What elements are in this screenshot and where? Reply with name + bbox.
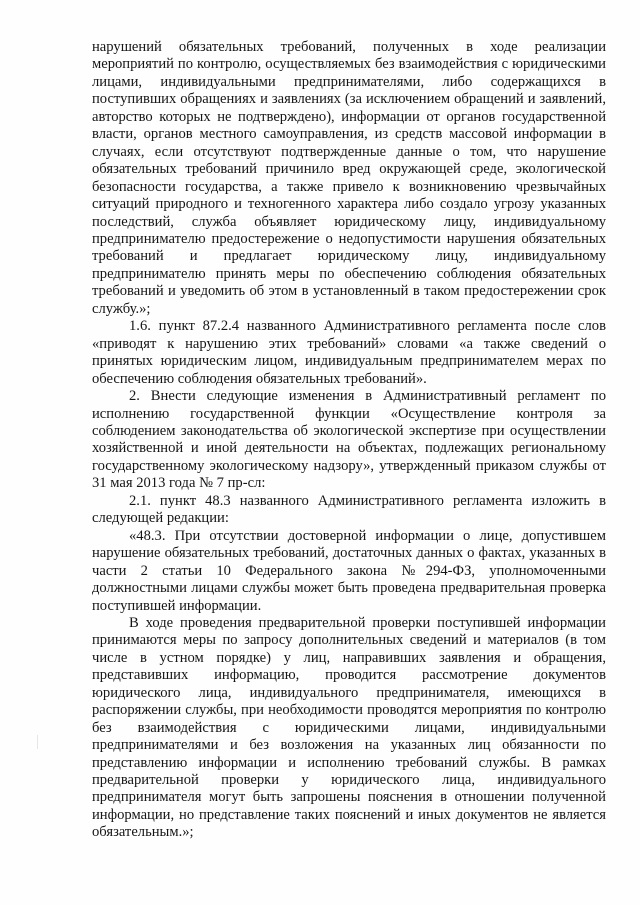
paragraph-item-1-6: 1.6. пункт 87.2.4 названного Административного регламента после слов «приводят к нарушению этих требований» словами «а также сведений о принятых юридическим лицом, индивидуальным предпринимателем мерах по обеспечению соблюдения обязательных требований». [92,318,606,387]
margin-mark [37,735,38,749]
paragraph-continuation: нарушений обязательных требований, полученных в ходе реализации мероприятий по контролю, осуществляемых без взаимодействия с юридическими лицами, индивидуальными предпринимателями, либо содержащихся в поступивших обращениях и заявлениях (за исключением обращений и заявлений, авторство которых не подтверждено), информации от органов государственной власти, органов местного самоуправления, из средств массовой информации в случаях, если отсутствуют подтвержденные данные о том, что нарушение обязательных требований причинило вред окружающей среде, экологической безопасности государства, а также привело к возникновению чрезвычайных ситуаций природного и техногенного характера либо создало угрозу указанных последствий, служба объявляет юридическому лицу, индивидуальному предпринимателю предостережение о недопустимости нарушения обязательных требований и предлагает юридическому лицу, индивидуальному предпринимателю принять меры по обеспечению соблюдения обязательных требований и уведомить об этом в установленный в таком предостережении срок службу.»; [92,39,606,317]
paragraph-quote-48-3: «48.3. При отсутствии достоверной информации о лице, допустившем нарушение обязательных требований, достаточных данных о фактах, указанных в части 2 статьи 10 Федерального закона №294-ФЗ, уполномоченными должностными лицами службы может быть проведена предварительная проверка поступившей информации. [92,527,606,614]
paragraph-item-2-1: 2.1. пункт 48.3 названного Административного регламента изложить в следующей редакции: [92,492,606,527]
paragraph-item-2: 2. Внести следующие изменения в Административный регламент по исполнению государственной функции «Осуществление контроля за соблюдением законодательства об экологической экспертизе при осуществлении хозяйственной и иной деятельности на объектах, подлежащих региональному государственному экологическому надзору», утвержденный приказом службы от 31 мая 2013 года № 7 пр-сл: [92,388,606,492]
paragraph-preliminary-check: В ходе проведения предварительной проверки поступившей информации принимаются меры по запросу дополнительных сведений и материалов (в том числе в устном порядке) у лиц, направивших заявления и обращения, представивших информацию, проводится рассмотрение документов юридического лица, индивидуального предпринимателя, имеющихся в распоряжении службы, при необходимости проводятся мероприятия по контролю без взаимодействия с юридическими лицами, индивидуальными предпринимателями и без возложения на указанных лиц обязанности по представлению информации и исполнению требований службы. В рамках предварительной проверки у юридического лица, индивидуального предпринимателя могут быть запрошены пояснения в отношении полученной информации, но представление таких пояснений и иных документов не является обязательным.»; [92,614,606,841]
document-body [92,39,606,842]
